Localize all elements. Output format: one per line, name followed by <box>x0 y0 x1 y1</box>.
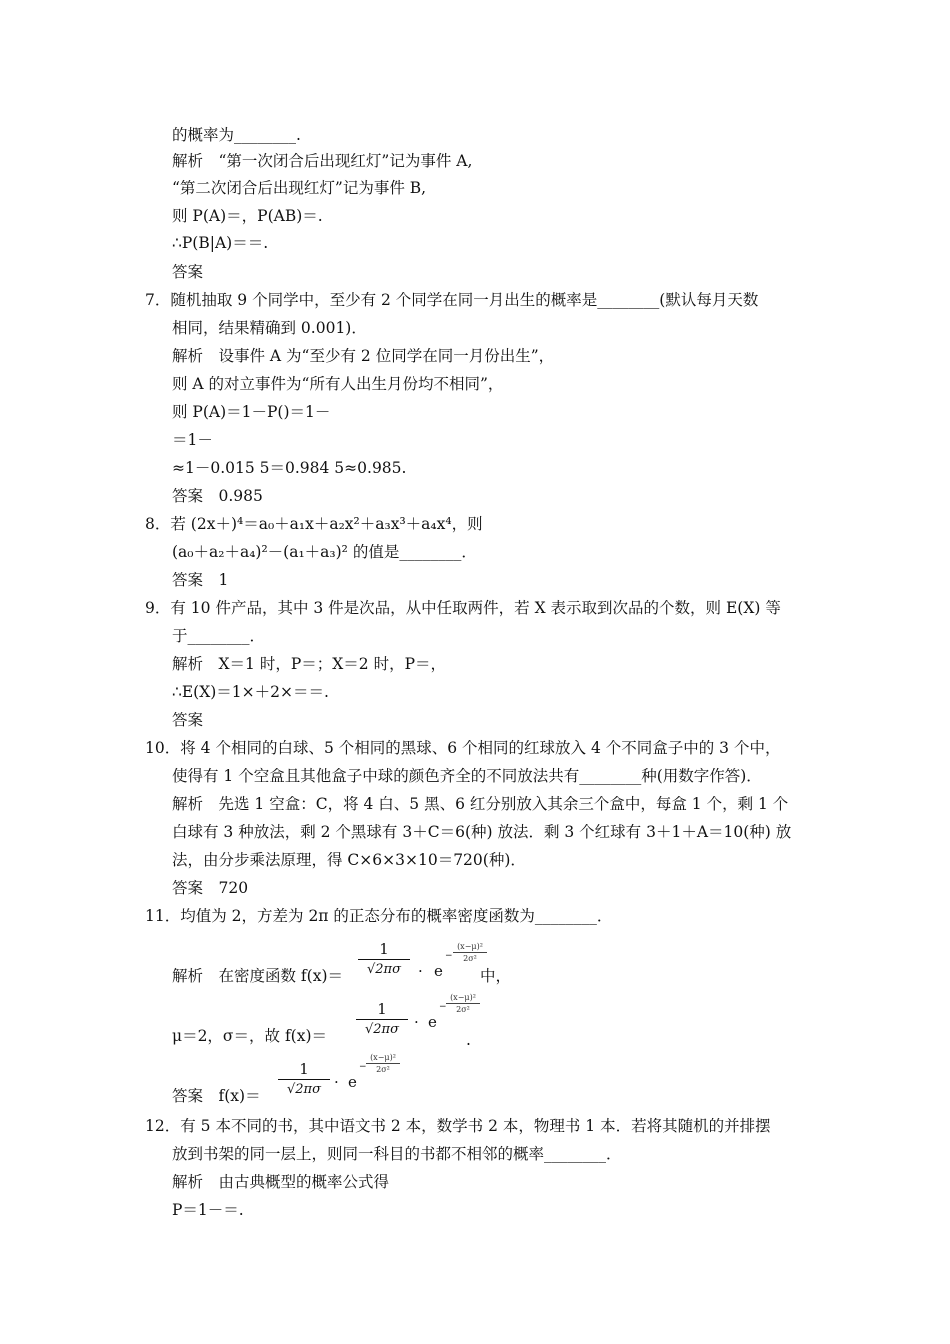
text-line: 则 P(A)＝，P(AB)＝. <box>172 207 323 225</box>
text-line: “第二次闭合后出现红灯”记为事件 B, <box>172 179 427 197</box>
fraction-bar <box>278 1079 330 1080</box>
exponent-denominator: 2σ² <box>456 1005 470 1014</box>
text-line: 放到书架的同一层上，则同一科目的书都不相邻的概率________． <box>172 1145 622 1163</box>
question-11: 11．均值为 2，方差为 2π 的正态分布的概率密度函数为________． <box>145 907 613 925</box>
dot-sign: · <box>418 962 423 980</box>
question-12: 12．有 5 本不同的书，其中语文书 2 本，数学书 2 本，物理书 1 本．若将其随机的并排摆 <box>145 1117 771 1135</box>
text-line: 的概率为________. <box>172 126 301 144</box>
exponent-bar <box>366 1063 400 1064</box>
exponent-numerator: (x−μ)² <box>450 993 476 1002</box>
text-line: 法，由分步乘法原理，得 C×6×3×10＝720(种)． <box>172 851 526 869</box>
text-line: 解析 “第一次闭合后出现红灯”记为事件 A, <box>172 152 473 170</box>
density-fraction <box>356 1000 408 1038</box>
density-fraction <box>358 940 410 978</box>
fraction-denominator: √2πσ <box>367 962 401 977</box>
text-line: 中， <box>480 967 512 985</box>
text-line: ＝1－ <box>172 431 213 449</box>
text-line: μ＝2，σ＝，故 f(x)＝ <box>172 1027 328 1045</box>
text-line: ≈1－0.015 5＝0.984 5≈0.985. <box>172 459 407 477</box>
dot-sign: · <box>414 1013 419 1031</box>
answer-line: 答案 f(x)＝ <box>172 1087 261 1105</box>
exponent-fraction <box>446 993 480 1014</box>
text-line: . <box>466 1031 471 1049</box>
exponent-numerator: (x−μ)² <box>457 942 483 951</box>
text-line: 相同，结果精确到 0.001)． <box>172 319 367 337</box>
answer-line: 答案 720 <box>172 879 249 897</box>
exp-minus: − <box>359 1062 367 1072</box>
fraction-bar <box>356 1019 408 1020</box>
answer-line: 答案 1 <box>172 571 229 589</box>
question-8: 8．若 (2x＋)⁴＝a₀＋a₁x＋a₂x²＋a₃x³＋a₄x⁴，则 <box>145 515 483 533</box>
fraction-numerator: 1 <box>377 1000 387 1018</box>
text-line: ∴E(X)＝1×＋2×＝＝. <box>172 683 329 701</box>
density-fraction <box>278 1060 330 1098</box>
answer-label: 答案 <box>172 711 204 729</box>
fraction-denominator: √2πσ <box>287 1082 321 1097</box>
answer-label: 答案 <box>172 263 204 281</box>
text-line: 解析 设事件 A 为“至少有 2 位同学在同一月份出生”， <box>172 347 555 365</box>
text-line: 则 A 的对立事件为“所有人出生月份均不相同”， <box>172 375 504 393</box>
text-line: 解析 X＝1 时，P＝；X＝2 时，P＝， <box>172 655 447 673</box>
text-line: ∴P(B|A)＝＝. <box>172 234 269 252</box>
exp-base: e <box>428 1013 437 1031</box>
text-line: 使得有 1 个空盒且其他盒子中球的颜色齐全的不同放法共有________种(用数字作答)． <box>172 767 762 785</box>
question-9: 9．有 10 件产品，其中 3 件是次品，从中任取两件，若 X 表示取到次品的个数，则 E(X) 等 <box>145 599 781 617</box>
exponent-bar <box>446 1003 480 1004</box>
exp-base: e <box>348 1073 357 1091</box>
exponent-denominator: 2σ² <box>463 954 477 963</box>
fraction-bar <box>358 959 410 960</box>
text-line: (a₀＋a₂＋a₄)²－(a₁＋a₃)² 的值是________． <box>172 543 477 561</box>
exp-minus: − <box>439 1002 447 1012</box>
text-line: 解析 由古典概型的概率公式得 <box>172 1173 390 1191</box>
question-10: 10．将 4 个相同的白球、5 个相同的黑球、6 个相同的红球放入 4 个不同盒子中的 3 个中， <box>145 739 781 757</box>
fraction-numerator: 1 <box>299 1060 309 1078</box>
dot-sign: · <box>334 1073 339 1091</box>
text-line: P＝1－＝. <box>172 1201 244 1219</box>
fraction-denominator: √2πσ <box>365 1022 399 1037</box>
fraction-numerator: 1 <box>379 940 389 958</box>
exp-minus: − <box>445 951 453 961</box>
question-7: 7．随机抽取 9 个同学中，至少有 2 个同学在同一月出生的概率是________(默认每月天数 <box>145 291 759 309</box>
text-line: 解析 在密度函数 f(x)＝ <box>172 967 344 985</box>
exponent-denominator: 2σ² <box>376 1065 390 1074</box>
text-line: 解析 先选 1 空盒：C，将 4 白、5 黑、6 红分别放入其余三个盒中，每盒 1 个，剩 1 个 <box>172 795 789 813</box>
exponent-numerator: (x−μ)² <box>370 1053 396 1062</box>
exponent-fraction <box>366 1053 400 1074</box>
exponent-bar <box>453 952 487 953</box>
text-line: 则 P(A)＝1－P()＝1－ <box>172 403 331 421</box>
exp-base: e <box>434 962 443 980</box>
answer-line: 答案 0.985 <box>172 487 263 505</box>
text-line: 白球有 3 种放法，剩 2 个黑球有 3＋C＝6(种) 放法．剩 3 个红球有 3＋1＋A＝10(种) 放 <box>172 823 792 841</box>
text-line: 于________． <box>172 627 266 645</box>
exponent-fraction <box>453 942 487 963</box>
